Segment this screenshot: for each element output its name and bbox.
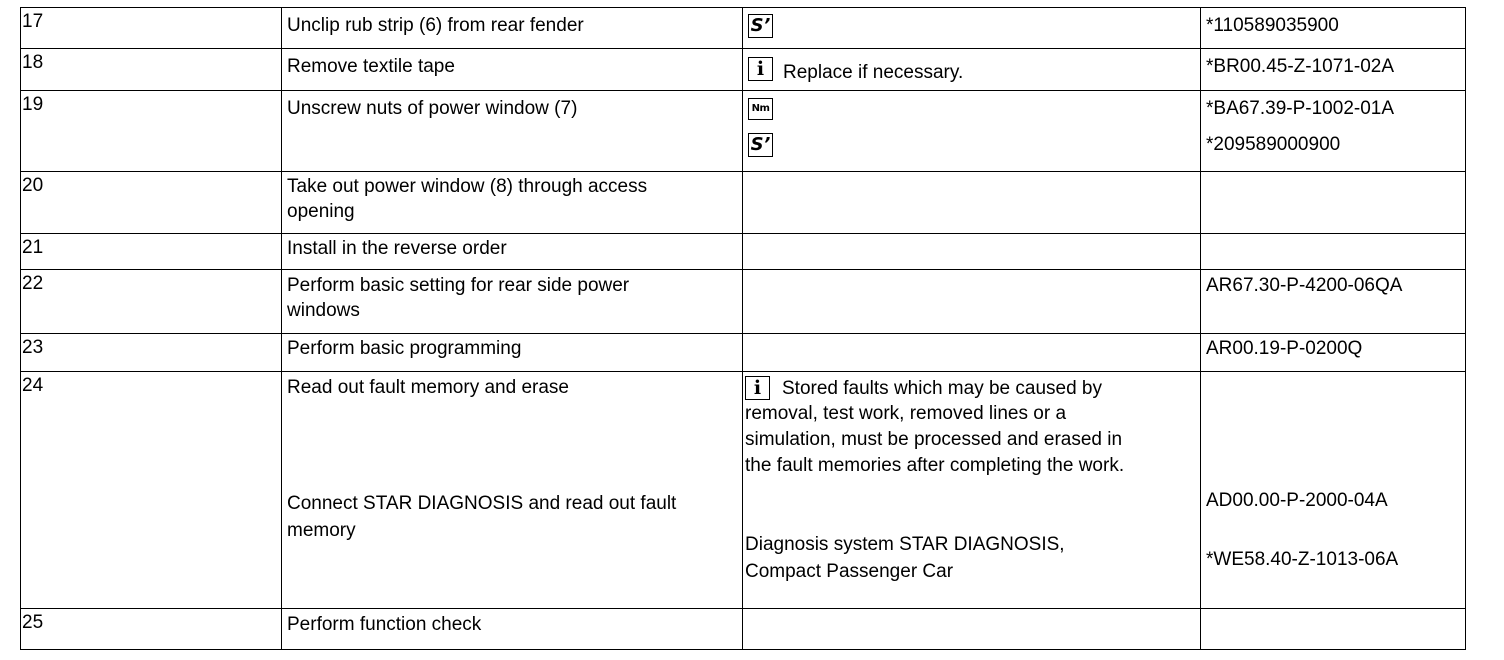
reference-cell — [1201, 334, 1466, 372]
notes-cell — [743, 334, 1201, 372]
table-row — [21, 334, 1466, 372]
notes-cell — [743, 8, 1201, 49]
table-row — [21, 8, 1466, 49]
step-text — [282, 334, 743, 372]
reference-link[interactable]: AR67.30-P-4200-06QA — [1206, 275, 1403, 296]
notes-cell — [743, 270, 1201, 334]
reference-cell — [1201, 8, 1466, 49]
reference-cell — [1201, 609, 1466, 650]
special-tool-icon: S’ — [748, 14, 773, 38]
step-number: 17 — [21, 8, 282, 49]
step-text — [282, 91, 743, 172]
step-text-line: memory — [287, 520, 356, 541]
step-number: 22 — [21, 270, 282, 334]
step-text-line: Read out fault memory and erase — [287, 377, 569, 398]
notes-cell — [743, 49, 1201, 91]
reference-cell — [1201, 234, 1466, 270]
step-text-line: opening — [287, 201, 355, 222]
reference-cell — [1201, 91, 1466, 172]
notes-cell — [743, 372, 1201, 609]
step-text — [282, 8, 743, 49]
step-number: 23 — [21, 334, 282, 372]
step-text-line: Perform basic setting for rear side power — [287, 275, 630, 296]
procedure-table — [20, 7, 1466, 650]
note-text: Stored faults which may be caused by — [782, 378, 1103, 399]
step-text-line: Perform function check — [287, 614, 482, 635]
step-text-line: Connect STAR DIAGNOSIS and read out fault — [287, 493, 677, 514]
step-number: 19 — [21, 91, 282, 172]
step-text-line: windows — [287, 300, 360, 321]
reference-cell — [1201, 49, 1466, 91]
reference-link[interactable]: *BR00.45-Z-1071-02A — [1206, 56, 1394, 77]
step-number: 21 — [21, 234, 282, 270]
reference-link[interactable]: *209589000900 — [1206, 134, 1341, 155]
reference-cell — [1201, 372, 1466, 609]
step-text — [282, 372, 743, 609]
notes-cell — [743, 172, 1201, 234]
step-number: 25 — [21, 609, 282, 650]
step-text-line: Perform basic programming — [287, 338, 522, 359]
note-text: Replace if necessary. — [783, 61, 964, 83]
reference-cell — [1201, 172, 1466, 234]
step-number: 24 — [21, 372, 282, 609]
notes-cell — [743, 234, 1201, 270]
reference-link[interactable]: *110589035900 — [1206, 15, 1339, 36]
step-text — [282, 234, 743, 270]
table-row — [21, 91, 1466, 172]
step-text — [282, 49, 743, 91]
step-text — [282, 270, 743, 334]
diagnosis-text: Diagnosis system STAR DIAGNOSIS, — [745, 534, 1065, 555]
table-row — [21, 609, 1466, 650]
step-text-line: Unclip rub strip (6) from rear fender — [287, 15, 584, 36]
step-text-line: Install in the reverse order — [287, 238, 507, 259]
step-text-line: Unscrew nuts of power window (7) — [287, 98, 578, 119]
step-text — [282, 172, 743, 234]
table-row — [21, 270, 1466, 334]
step-text-line: Remove textile tape — [287, 56, 455, 77]
notes-cell — [743, 609, 1201, 650]
reference-link[interactable]: AR00.19-P-0200Q — [1206, 338, 1363, 359]
note-text: simulation, must be processed and erased in — [745, 429, 1123, 450]
step-number: 18 — [21, 49, 282, 91]
note-text: removal, test work, removed lines or a — [745, 403, 1067, 424]
step-number: 20 — [21, 172, 282, 234]
reference-link[interactable]: *BA67.39-P-1002-01A — [1206, 98, 1395, 119]
diagnosis-text: Compact Passenger Car — [745, 561, 954, 582]
table-row — [21, 234, 1466, 270]
table-row — [21, 49, 1466, 91]
info-icon: i — [745, 376, 770, 400]
step-text-line: Take out power window (8) through access — [287, 176, 648, 197]
step-text — [282, 609, 743, 650]
reference-link[interactable]: AD00.00-P-2000-04A — [1206, 490, 1388, 511]
note-text: the fault memories after completing the work. — [745, 455, 1125, 476]
table-row — [21, 172, 1466, 234]
torque-nm-icon: Nm — [748, 98, 773, 120]
special-tool-icon: S’ — [748, 133, 773, 157]
table-row — [21, 372, 1466, 609]
reference-cell — [1201, 270, 1466, 334]
reference-link[interactable]: *WE58.40-Z-1013-06A — [1206, 549, 1399, 570]
info-icon: i — [748, 57, 773, 81]
notes-cell — [743, 91, 1201, 172]
